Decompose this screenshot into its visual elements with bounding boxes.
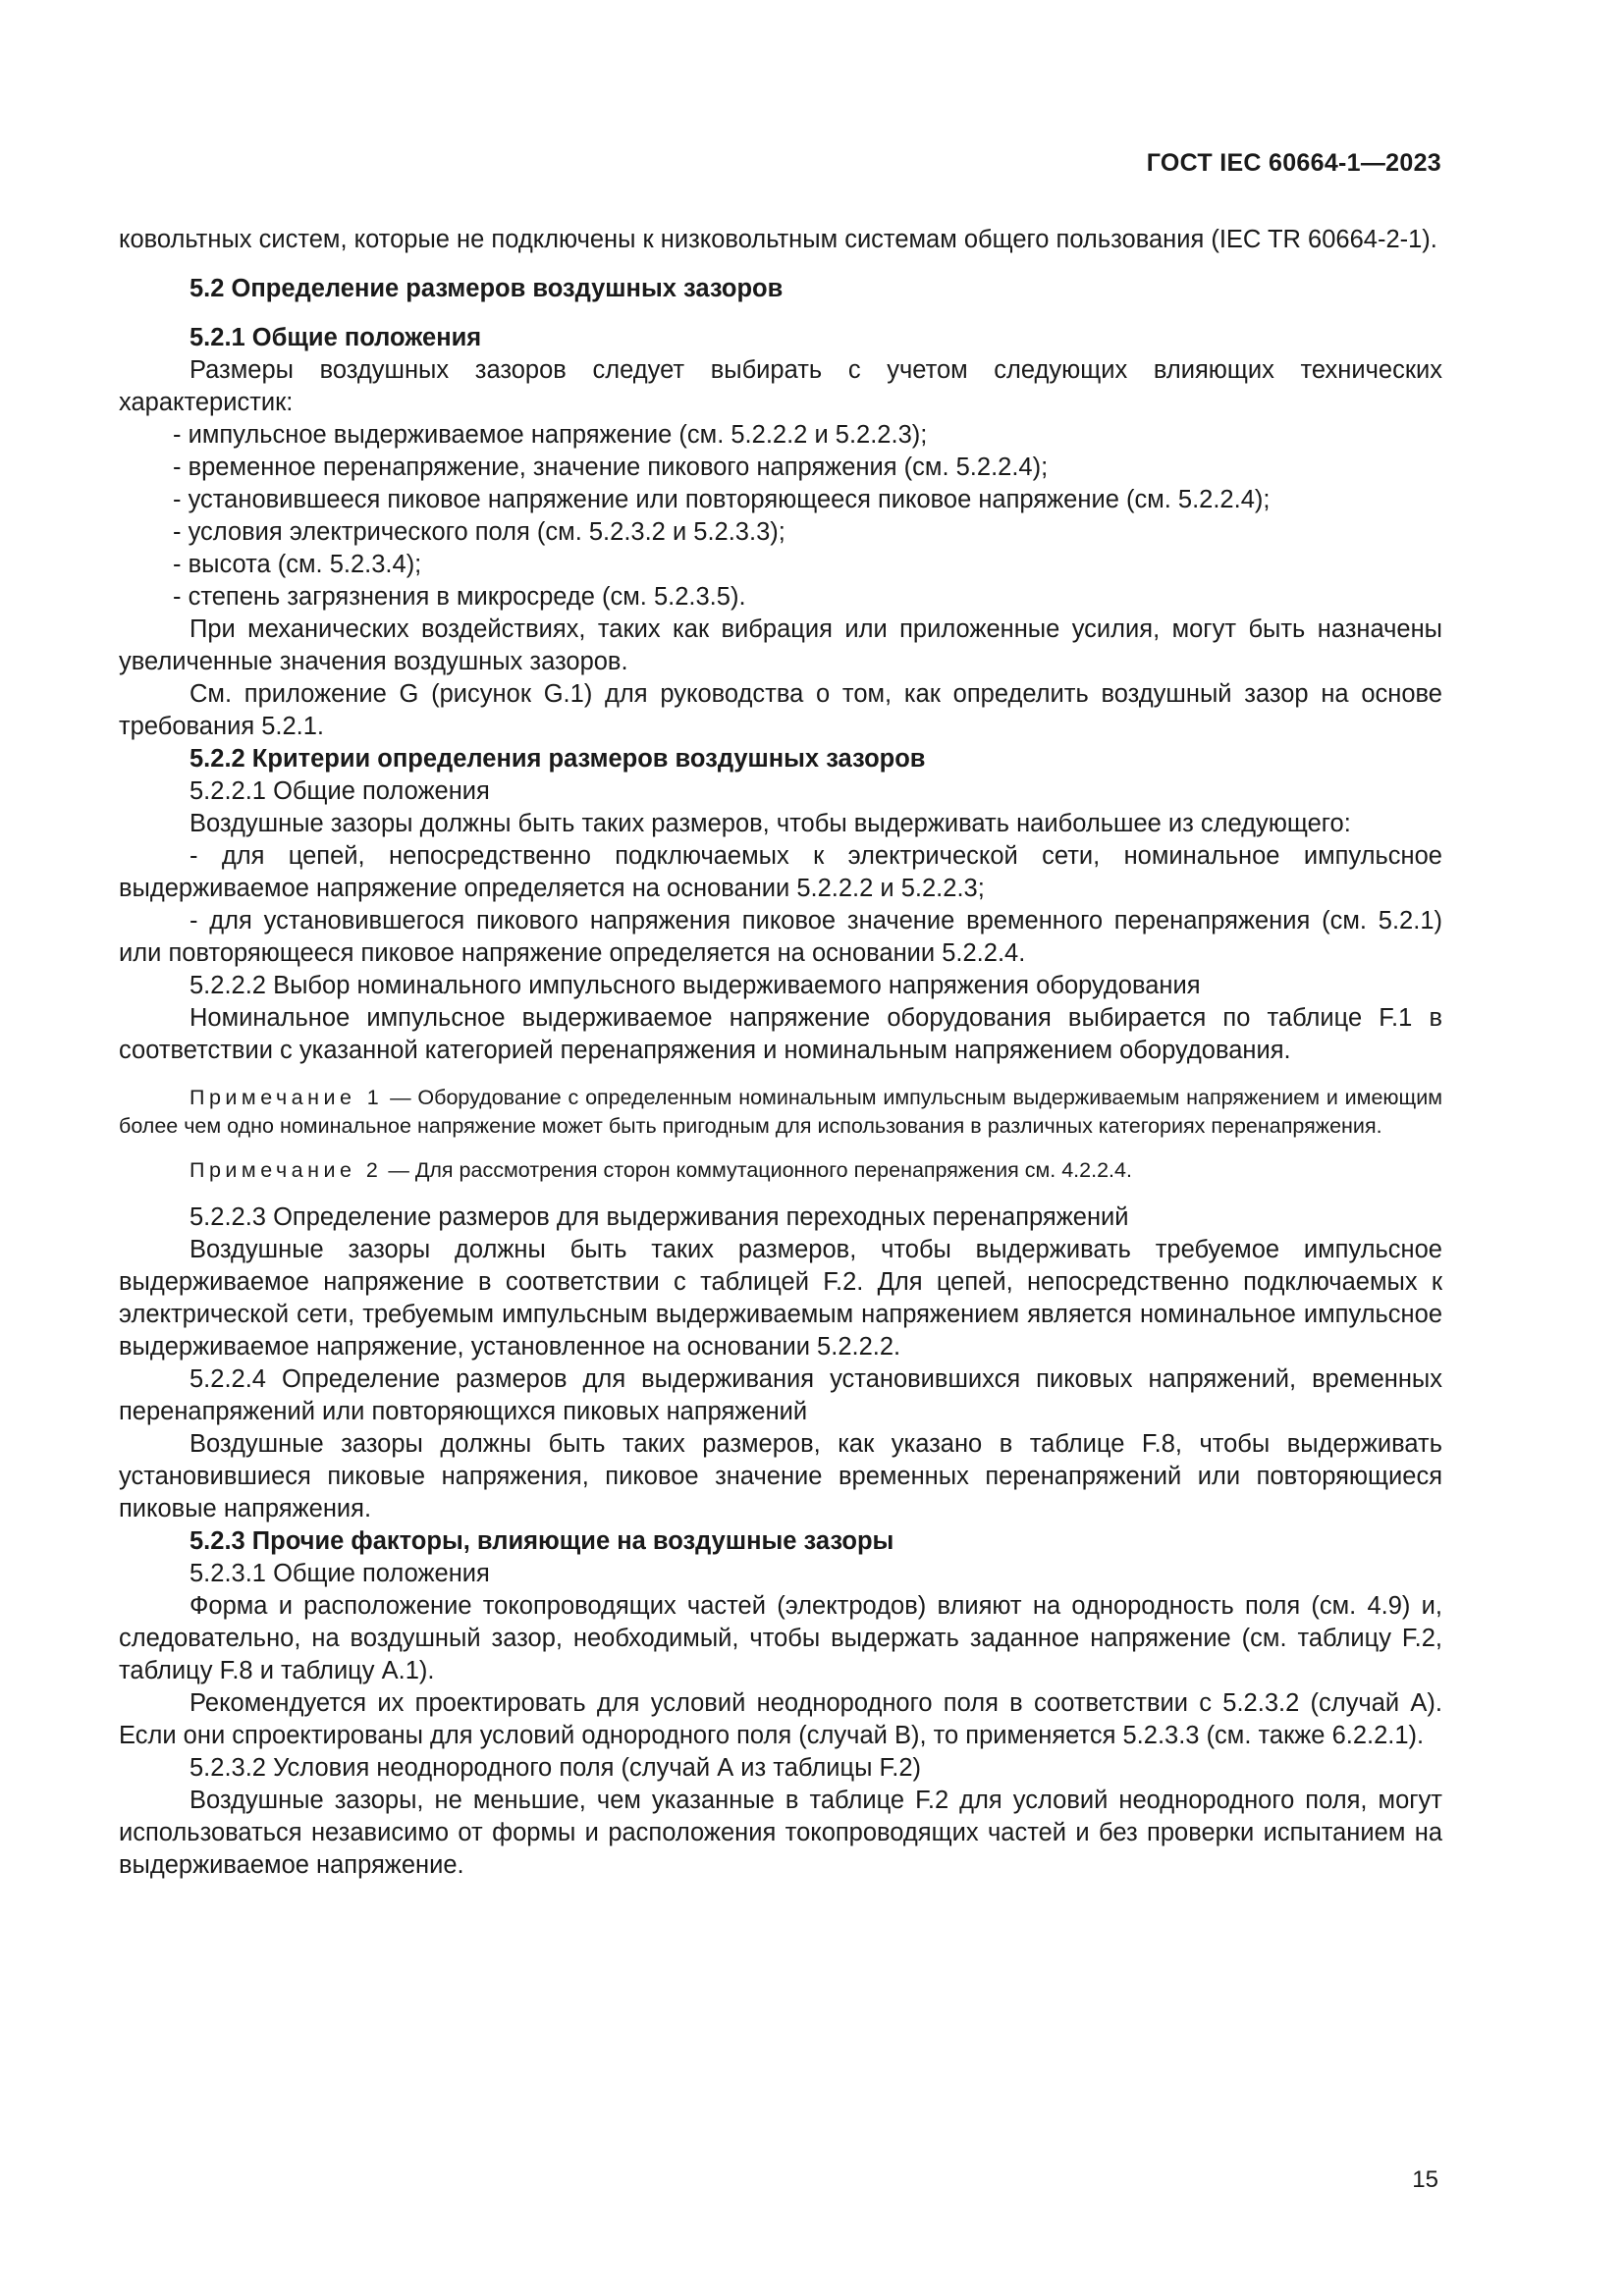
paragraph-5-2-2-2: Номинальное импульсное выдерживаемое напряжение оборудования выбирается по таблице F.1 в соответствии с указанной категорией перенапряжения и номинальным напряжением оборудования. (119, 1004, 1442, 1064)
paragraph-5-2-1-annex: См. приложение G (рисунок G.1) для руководства о том, как определить воздушный зазор на основе требования 5.2.1. (119, 680, 1442, 740)
subsection-title-5-2-3-1: 5.2.3.1 Общие положения (189, 1559, 490, 1587)
list-item: - временное перенапряжение, значение пикового напряжения (см. 5.2.2.4); (173, 454, 1049, 481)
list-item: - импульсное выдерживаемое напряжение (см. 5.2.2.2 и 5.2.2.3); (173, 421, 928, 449)
subsection-title-5-2-2-1: 5.2.2.1 Общие положения (189, 777, 490, 805)
paragraph-5-2-2-3: Воздушные зазоры должны быть таких размеров, чтобы выдерживать требуемое импульсное выдерживаемое напряжение в соответствии с таблицей F.2. Для цепей, непосредственно подключаемых к электрической сети, требуемым импульсным выдерживаемым напряжением является номинальное импульсное выдерживаемое напряжение, установленное на основании 5.2.2.2. (119, 1235, 1442, 1361)
paragraph-5-2-3-2: Воздушные зазоры, не меньшие, чем указанные в таблице F.2 для условий неоднородного поля, могут использоваться независимо от формы и расположения токопроводящих частей и без проверки испытанием на выдерживаемое напряжение. (119, 1786, 1442, 1879)
list-item: - установившееся пиковое напряжение или повторяющееся пиковое напряжение (см. 5.2.2.4); (173, 486, 1271, 513)
document-header: ГОСТ IEC 60664-1—2023 (1146, 149, 1441, 177)
subsection-title-5-2-2-2: 5.2.2.2 Выбор номинального импульсного выдерживаемого напряжения оборудования (189, 972, 1201, 999)
section-heading-5-2-2: 5.2.2 Критерии определения размеров воздушных зазоров (189, 745, 926, 773)
list-item: - степень загрязнения в микросреде (см. 5.2.3.5). (173, 583, 746, 611)
note-1 (119, 1084, 1442, 1140)
note-2-text: — Для рассмотрения сторон коммутационного перенапряжения см. 4.2.2.4. (382, 1158, 1132, 1182)
section-heading-5-2-1: 5.2.1 Общие положения (189, 324, 482, 351)
note-2 (119, 1156, 1442, 1185)
paragraph-5-2-2-4: Воздушные зазоры должны быть таких размеров, как указано в таблице F.8, чтобы выдерживать установившиеся пиковые напряжения, пиковое значение временных перенапряжений или повторяющиеся пиковые напряжения. (119, 1429, 1442, 1522)
note-1-text: — Оборудование с определенным номинальным импульсным выдерживаемым напряжением и имеющим более чем одно номинальное напряжение может быть пригодным для использования в различных категориях перенапряжения. (119, 1086, 1443, 1138)
subsection-title-5-2-2-3: 5.2.2.3 Определение размеров для выдерживания переходных перенапряжений (189, 1202, 1129, 1231)
subsection-title-5-2-3-2: 5.2.3.2 Условия неоднородного поля (случай А из таблицы F.2) (189, 1753, 921, 1782)
subsection-title-5-2-2-4: 5.2.2.4 Определение размеров для выдерживания установившихся пиковых напряжений, временных перенапряжений или повторяющихся пиковых напряжений (119, 1364, 1442, 1425)
paragraph-5-2-1-intro: Размеры воздушных зазоров следует выбирать с учетом следующих влияющих технических характеристик: (119, 356, 1442, 416)
paragraph-5-2-1-mechanical: При механических воздействиях, таких как вибрация или приложенные усилия, могут быть назначены увеличенные значения воздушных зазоров. (119, 615, 1442, 675)
paragraph-5-2-3-1-a: Форма и расположение токопроводящих частей (электродов) влияют на однородность поля (см. 4.9) и, следовательно, на воздушный зазор, необходимый, чтобы выдержать заданное напряжение (см. таблицу F.2, таблицу F.8 и таблицу A.1). (119, 1591, 1442, 1684)
document-body (119, 224, 1442, 1882)
paragraph-5-2-3-1-b: Рекомендуется их проектировать для условий неоднородного поля в соответствии с 5.2.3.2 (случай А). Если они спроектированы для условий однородного поля (случай В), то применяется 5.2.3.3 (см. также 6.2.2.1). (119, 1688, 1442, 1749)
list-item: - для цепей, непосредственно подключаемых к электрической сети, номинальное импульсное выдерживаемое напряжение определяется на основании 5.2.2.2 и 5.2.2.3; (119, 842, 1442, 902)
section-heading-5-2-3: 5.2.3 Прочие факторы, влияющие на воздушные зазоры (189, 1526, 894, 1555)
list-item: - высота (см. 5.2.3.4); (173, 551, 422, 578)
page-number: 15 (1412, 2166, 1438, 2193)
list-item: - для установившегося пикового напряжения пиковое значение временного перенапряжения (см. 5.2.1) или повторяющееся пиковое напряжение определяется на основании 5.2.2.4. (119, 907, 1442, 967)
note-2-label: Примечание 2 (189, 1158, 383, 1182)
paragraph-5-2-2-1: Воздушные зазоры должны быть таких размеров, чтобы выдерживать наибольшее из следующего: (189, 810, 1351, 837)
list-item: - условия электрического поля (см. 5.2.3.2 и 5.2.3.3); (173, 518, 785, 546)
note-1-label: Примечание 1 (189, 1086, 384, 1109)
continuation-paragraph: ковольтных систем, которые не подключены к низковольтным системам общего пользования (IEC TR 60664-2-1). (119, 226, 1437, 253)
section-heading-5-2: 5.2 Определение размеров воздушных зазоров (189, 275, 784, 302)
